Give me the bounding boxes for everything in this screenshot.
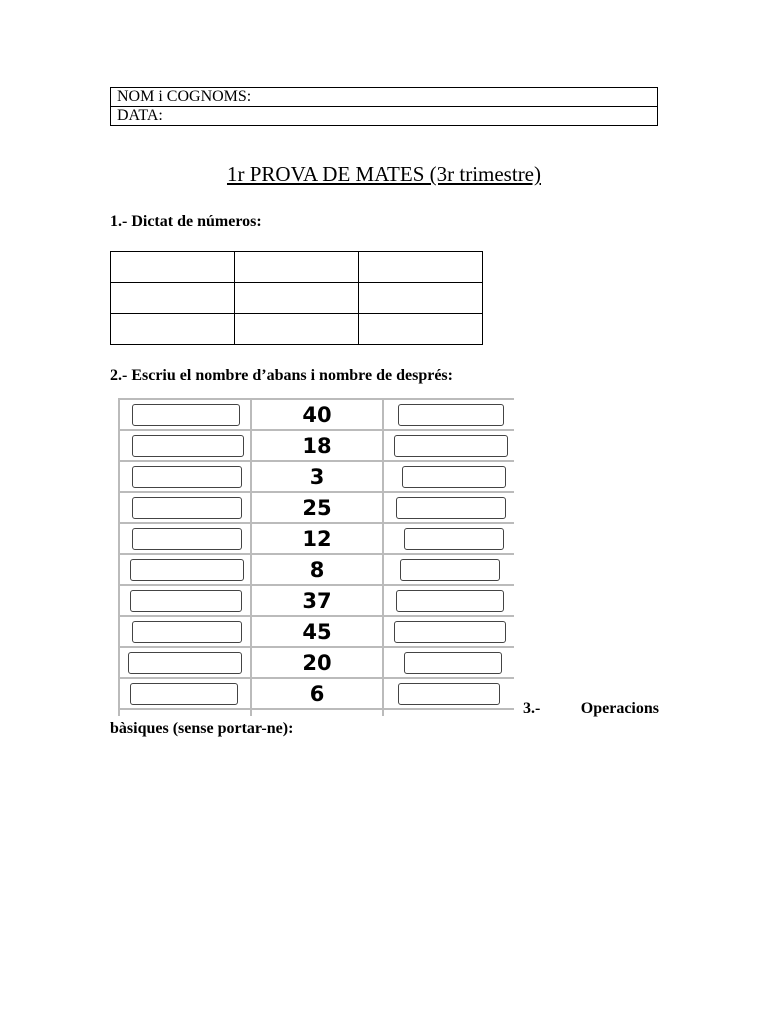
before-after-row [120,429,514,460]
after-number-box[interactable] [404,652,502,674]
after-number-box[interactable] [404,528,504,550]
before-after-row [120,615,514,646]
given-number: 12 [302,527,332,551]
dictation-cell[interactable] [359,252,483,283]
before-number-box[interactable] [132,497,242,519]
before-after-row [120,398,514,429]
exam-title: 1r PROVA DE MATES (3r trimestre) [226,162,541,186]
section3-number: 3.- [523,700,541,717]
before-after-row [120,646,514,677]
after-number-box[interactable] [398,404,504,426]
before-number-box[interactable] [130,559,244,581]
dictation-cell[interactable] [235,252,359,283]
before-number-box[interactable] [132,528,242,550]
given-number: 8 [309,558,325,582]
given-number: 3 [309,465,325,489]
given-number: 37 [302,589,332,613]
before-after-row [120,584,514,615]
before-after-grid [118,398,514,716]
dictation-cell[interactable] [111,283,235,314]
before-number-box[interactable] [132,621,242,643]
dictation-cell[interactable] [359,314,483,345]
after-number-box[interactable] [402,466,506,488]
section3-heading-start [523,700,659,718]
dictation-cell[interactable] [235,283,359,314]
date-row [111,107,658,126]
dictation-cell[interactable] [359,283,483,314]
section3-word: Operacions [580,700,659,717]
before-number-box[interactable] [132,435,244,457]
before-number-box[interactable] [130,683,238,705]
after-number-box[interactable] [396,590,504,612]
after-number-box[interactable] [396,497,506,519]
before-after-row [120,491,514,522]
dictation-cell[interactable] [111,314,235,345]
date-field[interactable]: DATA: [111,107,658,126]
before-after-row [120,460,514,491]
section1-heading: 1.- Dictat de números: [110,213,262,230]
given-number: 20 [302,651,332,675]
dictation-row [111,314,483,345]
given-number: 6 [309,682,325,706]
section3-heading-rest: bàsiques (sense portar-ne): [110,720,294,737]
student-info-table [110,87,658,126]
dictation-row [111,252,483,283]
given-number: 45 [302,620,332,644]
dictation-row [111,283,483,314]
name-row [111,88,658,107]
before-after-row [120,522,514,553]
before-number-box[interactable] [130,590,242,612]
after-number-box[interactable] [398,683,500,705]
after-number-box[interactable] [400,559,500,581]
given-number: 40 [302,403,332,427]
given-number: 25 [302,496,332,520]
after-number-box[interactable] [394,435,508,457]
after-number-box[interactable] [394,621,506,643]
name-field[interactable]: NOM i COGNOMS: [111,88,658,107]
dictation-cell[interactable] [235,314,359,345]
before-after-row [120,677,514,710]
dictation-grid [110,251,483,345]
dictation-cell[interactable] [111,252,235,283]
before-number-box[interactable] [128,652,242,674]
given-number: 18 [302,434,332,458]
before-after-row [120,553,514,584]
before-number-box[interactable] [132,466,242,488]
before-number-box[interactable] [132,404,240,426]
section2-heading: 2.- Escriu el nombre d’abans i nombre de després: [110,367,453,384]
